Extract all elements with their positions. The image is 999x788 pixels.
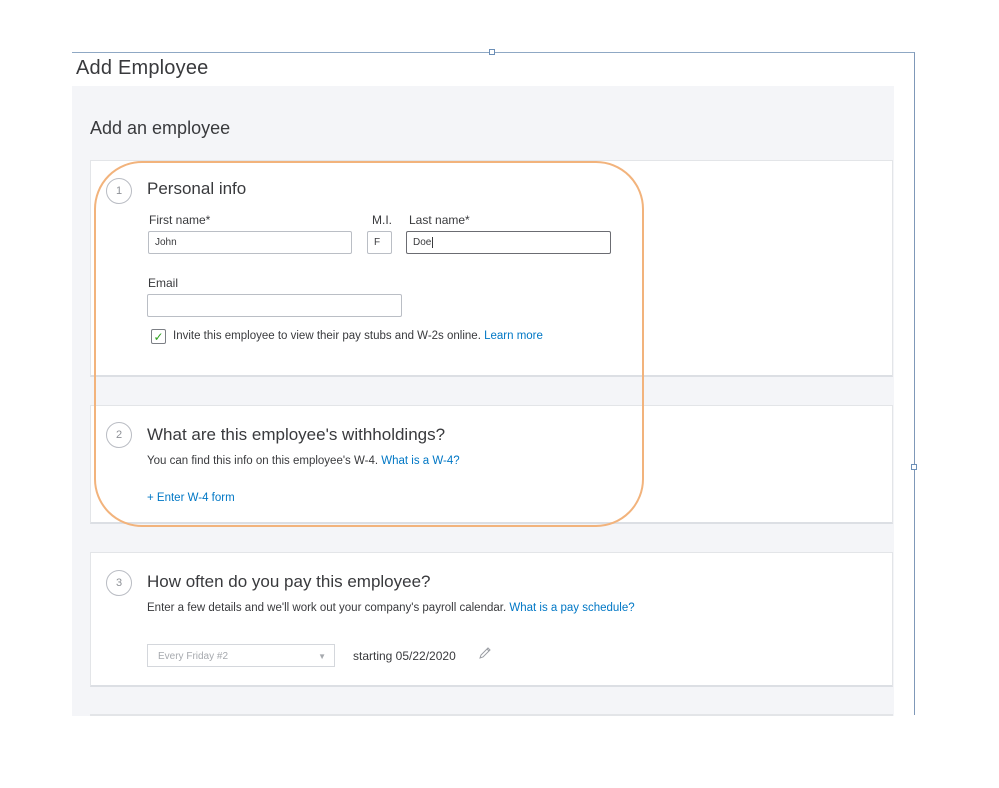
what-is-pay-schedule-link[interactable]: What is a pay schedule?: [509, 602, 635, 614]
step-number-1: 1: [106, 178, 132, 204]
pay-schedule-selected: Every Friday #2: [158, 651, 229, 662]
invite-text: Invite this employee to view their pay stubs and W-2s online.: [173, 330, 481, 342]
chevron-down-icon: ▼: [318, 652, 326, 661]
first-name-field[interactable]: John: [148, 231, 352, 254]
text-cursor: [432, 237, 433, 248]
enter-w4-form-link[interactable]: + Enter W-4 form: [147, 492, 235, 504]
pay-schedule-description: Enter a few details and we'll work out your company's payroll calendar.: [147, 602, 507, 614]
email-label: Email: [148, 276, 179, 290]
page-subtitle: Add an employee: [90, 118, 231, 138]
mi-label: M.I.: [372, 213, 392, 227]
withholdings-description-row: [147, 455, 460, 467]
section-title-withholdings: What are this employee's withholdings?: [147, 425, 446, 444]
pay-schedule-description-row: [147, 602, 635, 614]
step-number-2: 2: [106, 422, 132, 448]
next-card-edge: [90, 714, 893, 716]
dialog-title: Add Employee: [76, 57, 209, 79]
last-name-field[interactable]: [406, 231, 611, 254]
check-icon: ✓: [153, 329, 164, 344]
what-is-w4-link[interactable]: What is a W-4?: [381, 455, 460, 467]
invite-checkbox[interactable]: [151, 329, 166, 344]
mi-field[interactable]: F: [367, 231, 392, 254]
withholdings-description: You can find this info on this employee's W-4.: [147, 455, 379, 467]
pay-schedule-card: [90, 552, 893, 687]
last-name-value: Doe: [413, 237, 432, 248]
pay-schedule-select[interactable]: [147, 644, 335, 667]
withholdings-card: [90, 405, 893, 524]
step-number-3: 3: [106, 570, 132, 596]
resize-handle-right[interactable]: [911, 464, 917, 470]
starting-date-text: starting 05/22/2020: [353, 649, 456, 663]
section-title-pay-schedule: How often do you pay this employee?: [147, 572, 431, 591]
personal-info-card: [90, 160, 893, 377]
last-name-label: Last name*: [409, 213, 470, 227]
resize-handle-top[interactable]: [489, 49, 495, 55]
first-name-label: First name*: [149, 213, 211, 227]
invite-text-row: [173, 330, 543, 342]
email-field[interactable]: [147, 294, 402, 317]
learn-more-link[interactable]: Learn more: [484, 330, 543, 342]
pencil-icon[interactable]: [477, 645, 493, 661]
section-title-personal-info: Personal info: [147, 179, 247, 198]
